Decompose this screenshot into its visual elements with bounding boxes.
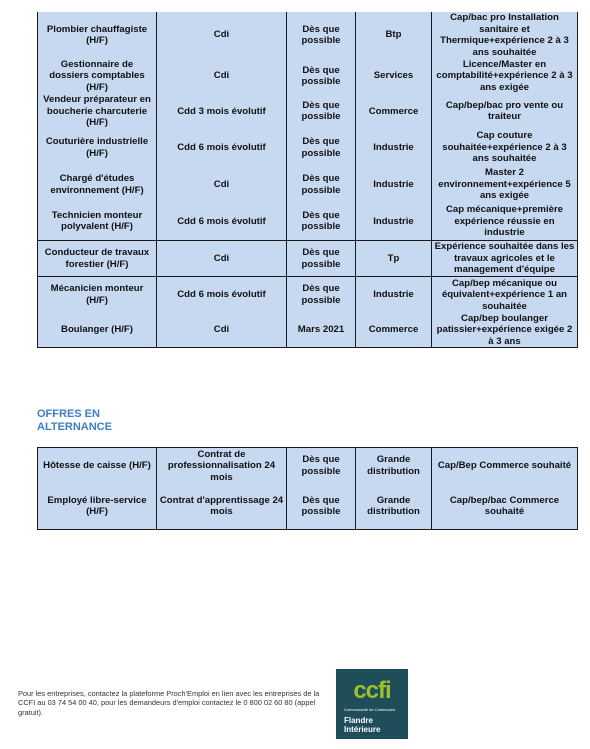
- cell-start: Dès que possible: [287, 484, 356, 530]
- cell-contract: Cdd 6 mois évolutif: [157, 129, 287, 167]
- cell-contract: Cdi: [157, 58, 287, 94]
- cell-start: Dès que possible: [287, 203, 356, 241]
- cell-profile: Cap/Bep Commerce souhaité: [432, 448, 578, 484]
- table-row: [38, 313, 578, 348]
- cell-contract: Cdd 6 mois évolutif: [157, 203, 287, 241]
- cell-job: Technicien monteur polyvalent (H/F): [38, 203, 157, 241]
- cell-profile: Cap/bep boulanger patissier+expérience exigée 2 à 3 ans: [432, 313, 578, 348]
- cell-start: Dès que possible: [287, 167, 356, 203]
- table-row: [38, 484, 578, 530]
- cell-profile: Licence/Master en comptabilité+expérience 2 à 3 ans exigée: [432, 58, 578, 94]
- cell-profile: Cap/bac pro Installation sanitaire et Thermique+expérience 2 à 3 ans souhaitée: [432, 12, 578, 58]
- cell-sector: Industrie: [356, 203, 432, 241]
- logo-name: Flandre Intérieure: [344, 716, 381, 734]
- cell-job: Conducteur de travaux forestier (H/F): [38, 241, 157, 277]
- cell-job: Boulanger (H/F): [38, 313, 157, 348]
- cell-start: Dès que possible: [287, 277, 356, 313]
- cell-sector: Grande distribution: [356, 484, 432, 530]
- cell-sector: Industrie: [356, 277, 432, 313]
- cell-contract: Cdd 6 mois évolutif: [157, 277, 287, 313]
- cell-profile: Master 2 environnement+expérience 5 ans exigée: [432, 167, 578, 203]
- cell-profile: Expérience souhaitée dans les travaux agricoles et le management d'équipe: [432, 241, 578, 277]
- cell-contract: Contrat de professionnalisation 24 mois: [157, 448, 287, 484]
- cell-job: Chargé d'études environnement (H/F): [38, 167, 157, 203]
- cell-sector: Tp: [356, 241, 432, 277]
- logo-subtitle: Communauté de Communes: [344, 707, 396, 712]
- cell-sector: Commerce: [356, 313, 432, 348]
- cell-job: Hôtesse de caisse (H/F): [38, 448, 157, 484]
- cell-profile: Cap/bep mécanique ou équivalent+expérience 1 an souhaitée: [432, 277, 578, 313]
- cell-start: Dès que possible: [287, 448, 356, 484]
- cell-contract: Contrat d'apprentissage 24 mois: [157, 484, 287, 530]
- table-row: [38, 12, 578, 58]
- table-row: [38, 241, 578, 277]
- cell-start: Dès que possible: [287, 12, 356, 58]
- table-row: [38, 129, 578, 167]
- cell-sector: Btp: [356, 12, 432, 58]
- cell-job: Mécanicien monteur (H/F): [38, 277, 157, 313]
- cell-start: Dès que possible: [287, 241, 356, 277]
- cell-sector: Industrie: [356, 129, 432, 167]
- cell-sector: Grande distribution: [356, 448, 432, 484]
- cell-sector: Commerce: [356, 94, 432, 129]
- cell-sector: Services: [356, 58, 432, 94]
- cell-profile: Cap/bep/bac Commerce souhaité: [432, 484, 578, 530]
- table-row: [38, 203, 578, 241]
- cell-start: Dès que possible: [287, 58, 356, 94]
- cell-job: Vendeur préparateur en boucherie charcuterie (H/F): [38, 94, 157, 129]
- cell-contract: Cdi: [157, 313, 287, 348]
- cell-profile: Cap mécanique+première expérience réussie en industrie: [432, 203, 578, 241]
- alternance-section-title: OFFRES EN ALTERNANCE: [37, 408, 112, 433]
- table-row: [38, 277, 578, 313]
- table-row: [38, 94, 578, 129]
- table-row: [38, 58, 578, 94]
- cell-job: Gestionnaire de dossiers comptables (H/F): [38, 58, 157, 94]
- footer-contact-text: Pour les entreprises, contactez la plateforme Proch'Emploi en lien avec les entreprises de la CCFI au 03 74 54 00 40, pour les demandeurs d'emploi contactez le 0 800 02 60 80 (appel gratuit).: [18, 689, 320, 717]
- job-offers-table: [37, 12, 578, 348]
- cell-start: Dès que possible: [287, 94, 356, 129]
- cell-job: Couturière industrielle (H/F): [38, 129, 157, 167]
- cell-contract: Cdi: [157, 12, 287, 58]
- ccfi-logo: [336, 669, 408, 739]
- cell-start: Mars 2021: [287, 313, 356, 348]
- alternance-offers-table: [37, 447, 578, 530]
- table-row: [38, 448, 578, 484]
- cell-profile: Cap couture souhaitée+expérience 2 à 3 ans souhaitée: [432, 129, 578, 167]
- logo-mark: ccfi: [353, 677, 391, 704]
- cell-start: Dès que possible: [287, 129, 356, 167]
- cell-profile: Cap/bep/bac pro vente ou traiteur: [432, 94, 578, 129]
- cell-sector: Industrie: [356, 167, 432, 203]
- cell-job: Employé libre-service (H/F): [38, 484, 157, 530]
- cell-contract: Cdd 3 mois évolutif: [157, 94, 287, 129]
- cell-job: Plombier chauffagiste (H/F): [38, 12, 157, 58]
- table-row: [38, 167, 578, 203]
- cell-contract: Cdi: [157, 241, 287, 277]
- cell-contract: Cdi: [157, 167, 287, 203]
